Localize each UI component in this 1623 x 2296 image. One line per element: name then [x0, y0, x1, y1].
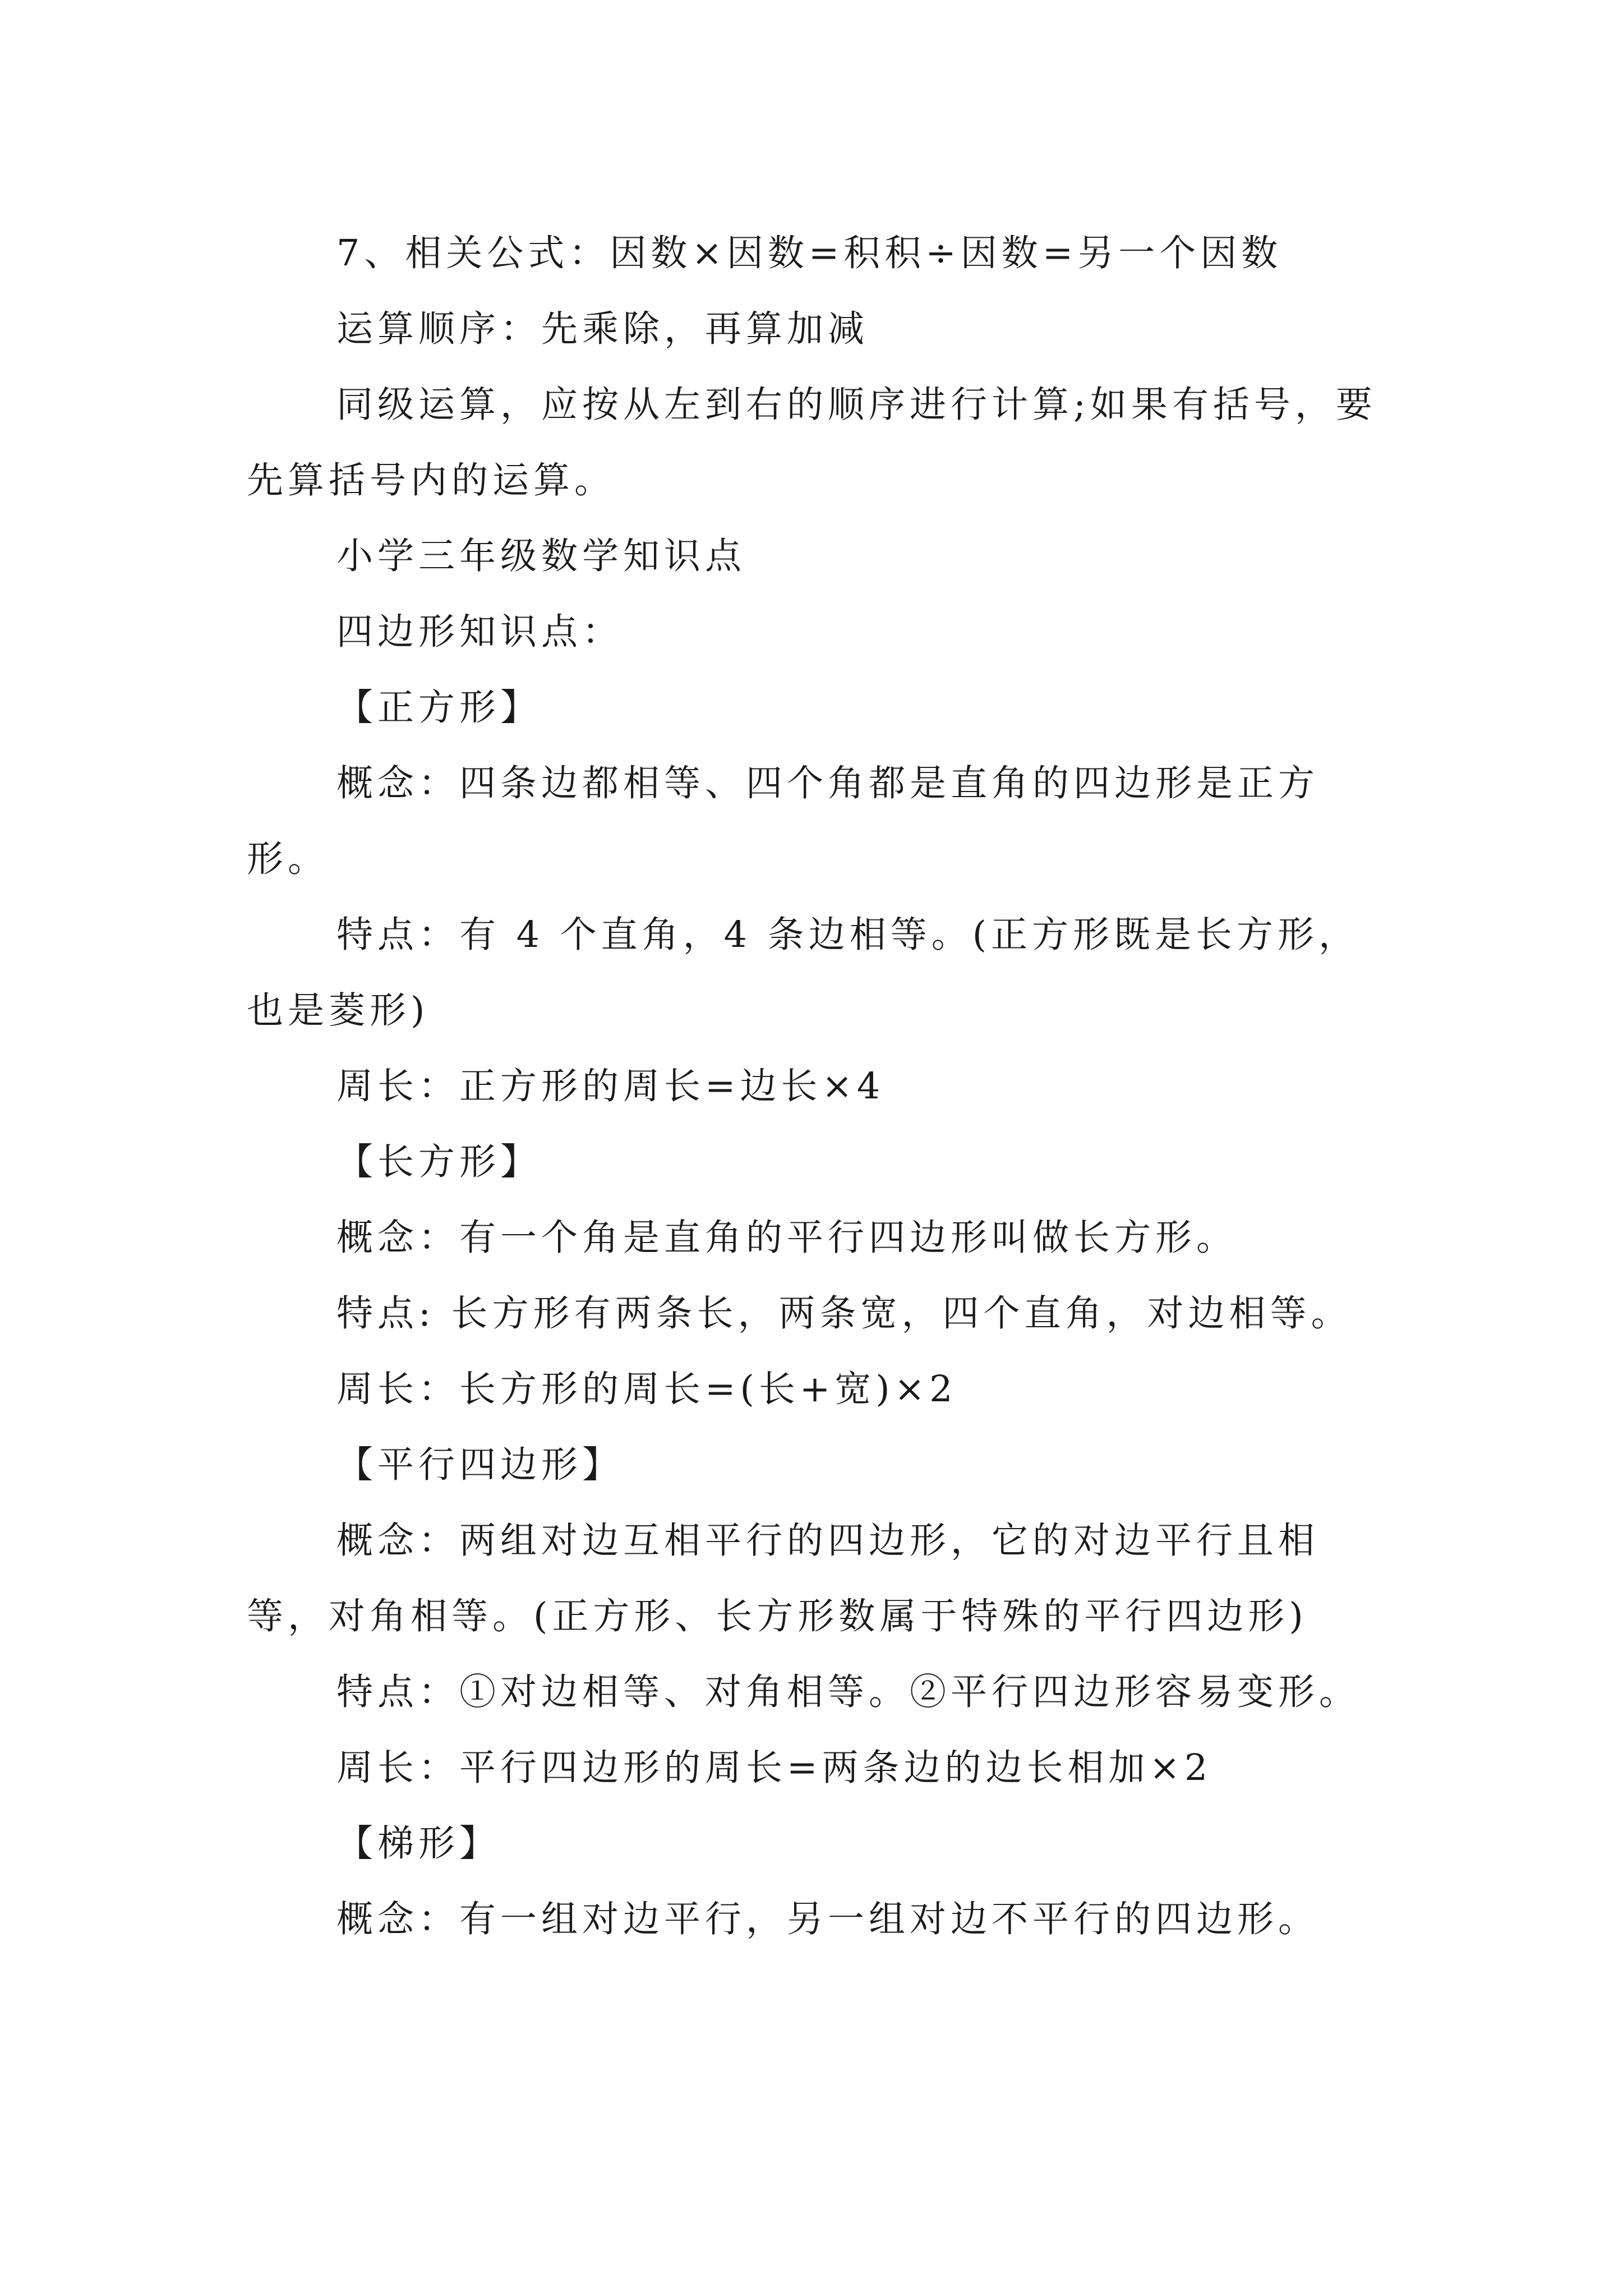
rectangle-concept: 概念：有一个角是直角的平行四边形叫做长方形。 — [336, 1217, 1238, 1259]
order-of-operations: 运算顺序：先乘除，再算加减 — [336, 308, 869, 350]
section-title: 小学三年级数学知识点 — [336, 535, 746, 577]
square-perimeter: 周长：正方形的周长=边长×4 — [336, 1065, 885, 1107]
formula-paragraph: 7、相关公式：因数×因数=积积÷因数=另一个因数 — [336, 232, 1283, 274]
trapezoid-concept: 概念：有一组对边平行，另一组对边不平行的四边形。 — [336, 1898, 1320, 1940]
parallelogram-concept: 概念：两组对边互相平行的四边形，它的对边平行且相等，对角相等。(正方形、长方形数属于特殊的平行四边形) — [247, 1520, 1320, 1637]
rectangle-heading: 【长方形】 — [336, 1141, 542, 1183]
document-body — [247, 215, 1391, 1957]
parallelogram-heading: 【平行四边形】 — [336, 1444, 624, 1486]
square-concept: 概念：四条边都相等、四个角都是直角的四边形是正方形。 — [247, 762, 1320, 880]
quadrilateral-heading: 四边形知识点： — [336, 611, 624, 653]
parallelogram-features: 特点：①对边相等、对角相等。②平行四边形容易变形。 — [336, 1671, 1361, 1713]
trapezoid-heading: 【梯形】 — [336, 1823, 501, 1865]
square-features: 特点：有 4 个直角，4 条边相等。(正方形既是长方形，也是菱形) — [247, 914, 1360, 1032]
rectangle-perimeter: 周长：长方形的周长=(长+宽)×2 — [336, 1368, 957, 1410]
same-level-operations: 同级运算，应按从左到右的顺序进行计算;如果有括号，要先算括号内的运算。 — [247, 384, 1377, 501]
rectangle-features: 特点: 长方形有两条长，两条宽，四个直角，对边相等。 — [336, 1292, 1352, 1335]
parallelogram-perimeter: 周长：平行四边形的周长=两条边的边长相加×2 — [336, 1747, 1212, 1789]
square-heading: 【正方形】 — [336, 687, 542, 729]
